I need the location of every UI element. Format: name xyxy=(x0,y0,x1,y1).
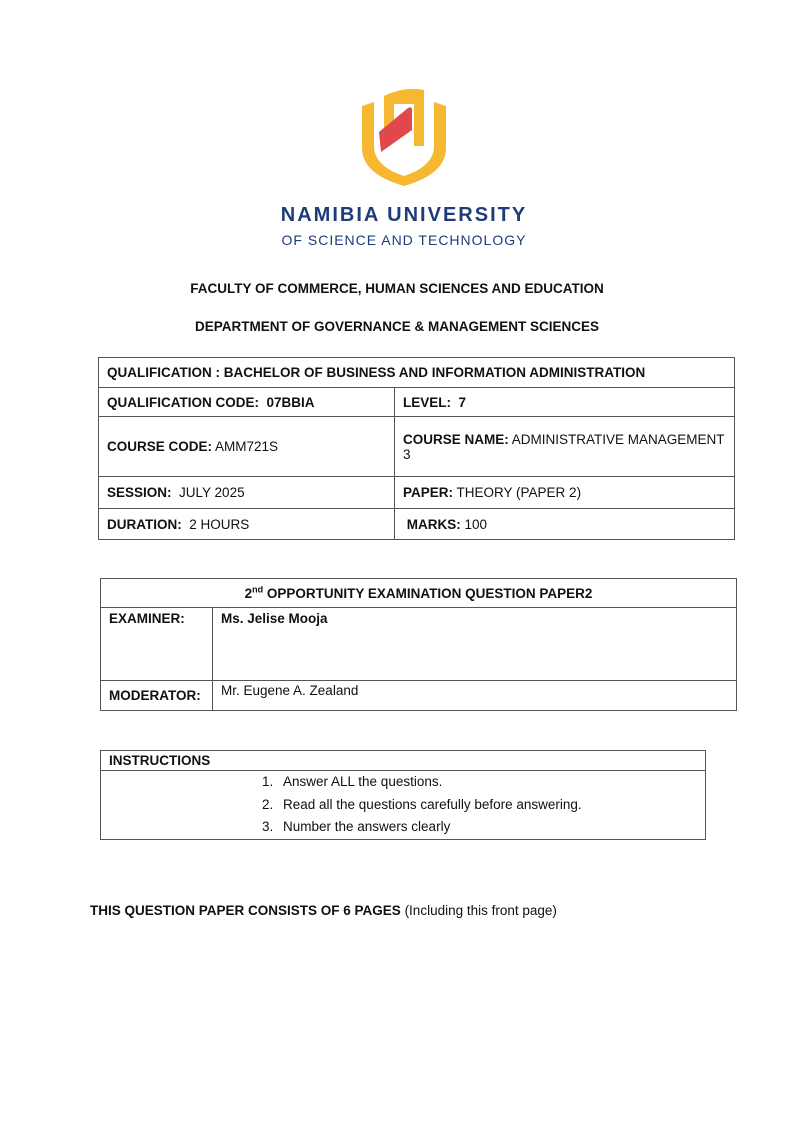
page-count-note: THIS QUESTION PAPER CONSISTS OF 6 PAGES (Including this front page) xyxy=(90,903,557,918)
exam-staff-table xyxy=(100,578,737,711)
instructions-list-cell xyxy=(101,771,706,840)
instructions-title: INSTRUCTIONS xyxy=(101,751,706,771)
instruction-item: 1. Answer ALL the questions. xyxy=(277,771,705,794)
faculty-heading: FACULTY OF COMMERCE, HUMAN SCIENCES AND EDUCATION xyxy=(190,281,604,296)
course-details-table xyxy=(98,357,735,540)
exam-title: 2nd OPPORTUNITY EXAMINATION QUESTION PAPER2 xyxy=(101,579,737,608)
department-heading: DEPARTMENT OF GOVERNANCE & MANAGEMENT SCIENCES xyxy=(194,319,600,334)
duration-cell: DURATION: 2 HOURS xyxy=(99,509,395,540)
moderator-label: MODERATOR: xyxy=(101,681,213,711)
university-name: NAMIBIA UNIVERSITY xyxy=(280,204,528,226)
university-subtitle: OF SCIENCE AND TECHNOLOGY xyxy=(281,232,527,248)
level-cell: LEVEL: 7 xyxy=(395,388,735,417)
examiner-name: Ms. Jelise Mooja xyxy=(213,608,737,681)
instruction-item: 3. Number the answers clearly xyxy=(277,816,705,839)
examiner-label: EXAMINER: xyxy=(101,608,213,681)
instructions-list xyxy=(101,771,705,839)
qualification-cell: QUALIFICATION : BACHELOR OF BUSINESS AND INFORMATION ADMINISTRATION xyxy=(99,358,735,388)
university-shield-logo xyxy=(358,88,450,188)
session-cell: SESSION: JULY 2025 xyxy=(99,477,395,509)
paper-cell: PAPER: THEORY (PAPER 2) xyxy=(395,477,735,509)
qualification-code-cell: QUALIFICATION CODE: 07BBIA xyxy=(99,388,395,417)
instructions-table xyxy=(100,750,706,840)
marks-cell: MARKS: 100 xyxy=(395,509,735,540)
moderator-name: Mr. Eugene A. Zealand xyxy=(213,681,737,711)
instruction-item: 2. Read all the questions carefully before answering. xyxy=(277,794,705,817)
course-name-cell: COURSE NAME: ADMINISTRATIVE MANAGEMENT 3 xyxy=(395,417,735,477)
course-code-cell: COURSE CODE: AMM721S xyxy=(99,417,395,477)
